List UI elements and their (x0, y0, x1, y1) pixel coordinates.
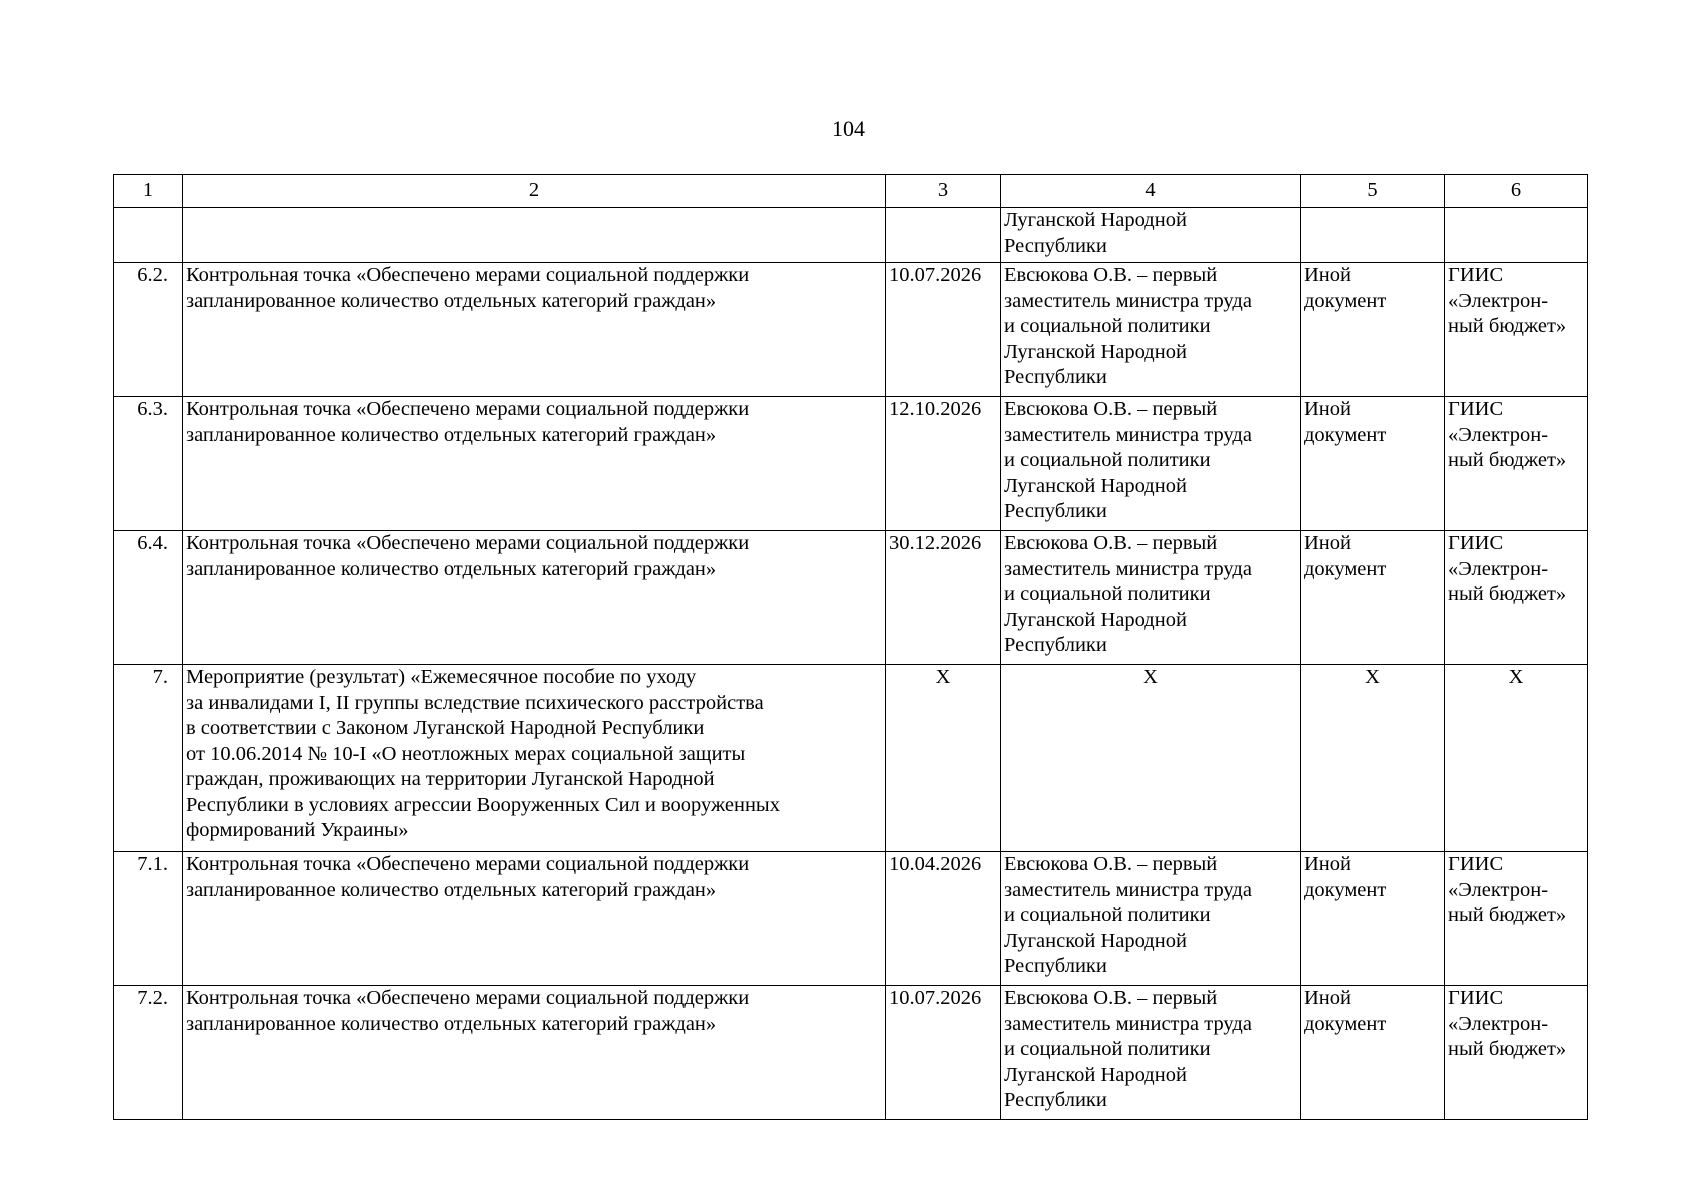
name-line: формирований Украины» (186, 819, 409, 841)
doc-cell (1301, 531, 1445, 665)
table-row (114, 852, 1588, 986)
name-cell (183, 665, 886, 852)
name-line: запланированное количество отдельных категорий граждан» (186, 557, 717, 580)
table-header-row (114, 175, 1588, 208)
name-line: Мероприятие (результат) «Ежемесячное пособие по уходу (186, 666, 697, 688)
date-cell: 30.12.2026 (886, 531, 1001, 665)
doc-cell (1301, 263, 1445, 397)
responsible-line: Республики (1004, 955, 1107, 977)
responsible-cell (1001, 852, 1301, 986)
name-cell (183, 852, 886, 986)
responsible-line: заместитель министра труда (1004, 289, 1252, 312)
doc-cell (1301, 208, 1445, 263)
date-cell: 12.10.2026 (886, 397, 1001, 531)
responsible-line: Республики (1004, 234, 1107, 257)
num-cell: 7. (114, 665, 183, 852)
num-cell: 6.3. (114, 397, 183, 531)
responsible-line: заместитель министра труда (1004, 557, 1252, 580)
responsible-cell (1001, 397, 1301, 531)
system-line: ГИИС (1448, 398, 1504, 420)
name-line: граждан, проживающих на территории Луганской Народной (186, 768, 715, 790)
responsible-line: и социальной политики (1004, 583, 1211, 605)
system-line: ный бюджет» (1448, 583, 1567, 605)
responsible-line: Луганской Народной (1004, 340, 1187, 363)
system-cell (1445, 397, 1588, 531)
responsible-line: заместитель министра труда (1004, 1012, 1252, 1035)
responsible-line: Евсюкова О.В. – первый (1004, 532, 1218, 554)
name-cell (183, 397, 886, 531)
responsible-line: Луганской Народной (1004, 608, 1187, 631)
responsible-line: Евсюкова О.В. – первый (1004, 398, 1218, 420)
doc-line: документ (1304, 289, 1387, 312)
event-row (114, 665, 1588, 852)
doc-cell (1301, 397, 1445, 531)
date-cell: X (886, 665, 1001, 852)
doc-line: документ (1304, 878, 1387, 901)
table-row (114, 263, 1588, 397)
num-cell: 6.4. (114, 531, 183, 665)
name-cell (183, 531, 886, 665)
system-cell (1445, 531, 1588, 665)
table-row (114, 531, 1588, 665)
system-line: «Электрон- (1448, 423, 1549, 446)
num-cell: 6.2. (114, 263, 183, 397)
num-cell: 7.1. (114, 852, 183, 986)
responsible-line: и социальной политики (1004, 904, 1211, 926)
doc-line: документ (1304, 1012, 1387, 1035)
column-header-2: 2 (183, 175, 886, 208)
name-line: Контрольная точка «Обеспечено мерами социальной поддержки (186, 398, 750, 420)
name-cell (183, 263, 886, 397)
responsible-cell (1001, 263, 1301, 397)
responsible-cell (1001, 208, 1301, 263)
doc-line: Иной (1304, 987, 1351, 1009)
responsible-line: Луганской Народной (1004, 929, 1187, 952)
plan-table (113, 174, 1588, 1120)
responsible-line: заместитель министра труда (1004, 878, 1252, 901)
responsible-cell: X (1001, 665, 1301, 852)
responsible-line: заместитель министра труда (1004, 423, 1252, 446)
responsible-line: Луганской Народной (1004, 1063, 1187, 1086)
name-line: Контрольная точка «Обеспечено мерами социальной поддержки (186, 264, 750, 286)
responsible-line: Республики (1004, 1089, 1107, 1111)
doc-line: Иной (1304, 853, 1351, 875)
system-line: ГИИС (1448, 532, 1504, 554)
doc-line: Иной (1304, 532, 1351, 554)
column-header-4: 4 (1001, 175, 1301, 208)
system-line: ный бюджет» (1448, 904, 1567, 926)
responsible-line: Луганской Народной (1004, 474, 1187, 497)
system-line: «Электрон- (1448, 1012, 1549, 1035)
system-cell (1445, 986, 1588, 1120)
date-cell (886, 208, 1001, 263)
page-number: 104 (832, 116, 865, 141)
system-cell: X (1445, 665, 1588, 852)
system-line: ГИИС (1448, 264, 1504, 286)
responsible-line: Евсюкова О.В. – первый (1004, 987, 1218, 1009)
name-line: от 10.06.2014 № 10-I «О неотложных мерах социальной защиты (186, 742, 746, 765)
system-line: «Электрон- (1448, 289, 1549, 312)
system-line: ГИИС (1448, 987, 1504, 1009)
name-cell (183, 208, 886, 263)
system-line: ГИИС (1448, 853, 1504, 875)
responsible-line: и социальной политики (1004, 1038, 1211, 1060)
system-cell (1445, 852, 1588, 986)
date-cell: 10.07.2026 (886, 263, 1001, 397)
column-header-3: 3 (886, 175, 1001, 208)
doc-line: Иной (1304, 264, 1351, 286)
name-line: Контрольная точка «Обеспечено мерами социальной поддержки (186, 853, 750, 875)
column-header-6: 6 (1445, 175, 1588, 208)
name-line: запланированное количество отдельных категорий граждан» (186, 289, 717, 312)
name-line: запланированное количество отдельных категорий граждан» (186, 878, 717, 901)
name-line: в соответствии с Законом Луганской Народной Республики (186, 717, 705, 739)
doc-line: Иной (1304, 398, 1351, 420)
responsible-line: Евсюкова О.В. – первый (1004, 264, 1218, 286)
responsible-line: и социальной политики (1004, 449, 1211, 471)
system-line: ный бюджет» (1448, 315, 1567, 337)
responsible-line: Республики (1004, 500, 1107, 522)
table-row (114, 397, 1588, 531)
doc-line: документ (1304, 423, 1387, 446)
responsible-cell (1001, 531, 1301, 665)
date-cell: 10.07.2026 (886, 986, 1001, 1120)
num-cell: 7.2. (114, 986, 183, 1120)
system-line: ный бюджет» (1448, 1038, 1567, 1060)
doc-cell: X (1301, 665, 1445, 852)
system-cell (1445, 208, 1588, 263)
name-line: запланированное количество отдельных категорий граждан» (186, 1012, 717, 1035)
name-cell (183, 986, 886, 1120)
responsible-line: Республики (1004, 366, 1107, 388)
name-line: Контрольная точка «Обеспечено мерами социальной поддержки (186, 987, 750, 1009)
name-line: запланированное количество отдельных категорий граждан» (186, 423, 717, 446)
table-row (114, 986, 1588, 1120)
continuation-row (114, 208, 1588, 263)
name-line: за инвалидами I, II группы вследствие психического расстройства (186, 691, 764, 714)
name-line: Республики в условиях агрессии Вооруженных Сил и вооруженных (186, 793, 780, 816)
system-line: ный бюджет» (1448, 449, 1567, 471)
system-line: «Электрон- (1448, 878, 1549, 901)
column-header-1: 1 (114, 175, 183, 208)
doc-line: документ (1304, 557, 1387, 580)
doc-cell (1301, 986, 1445, 1120)
system-cell (1445, 263, 1588, 397)
name-line: Контрольная точка «Обеспечено мерами социальной поддержки (186, 532, 750, 554)
doc-cell (1301, 852, 1445, 986)
column-header-5: 5 (1301, 175, 1445, 208)
system-line: «Электрон- (1448, 557, 1549, 580)
responsible-line: и социальной политики (1004, 315, 1211, 337)
responsible-line: Луганской Народной (1004, 209, 1187, 231)
responsible-line: Евсюкова О.В. – первый (1004, 853, 1218, 875)
responsible-cell (1001, 986, 1301, 1120)
date-cell: 10.04.2026 (886, 852, 1001, 986)
responsible-line: Республики (1004, 634, 1107, 656)
num-cell (114, 208, 183, 263)
